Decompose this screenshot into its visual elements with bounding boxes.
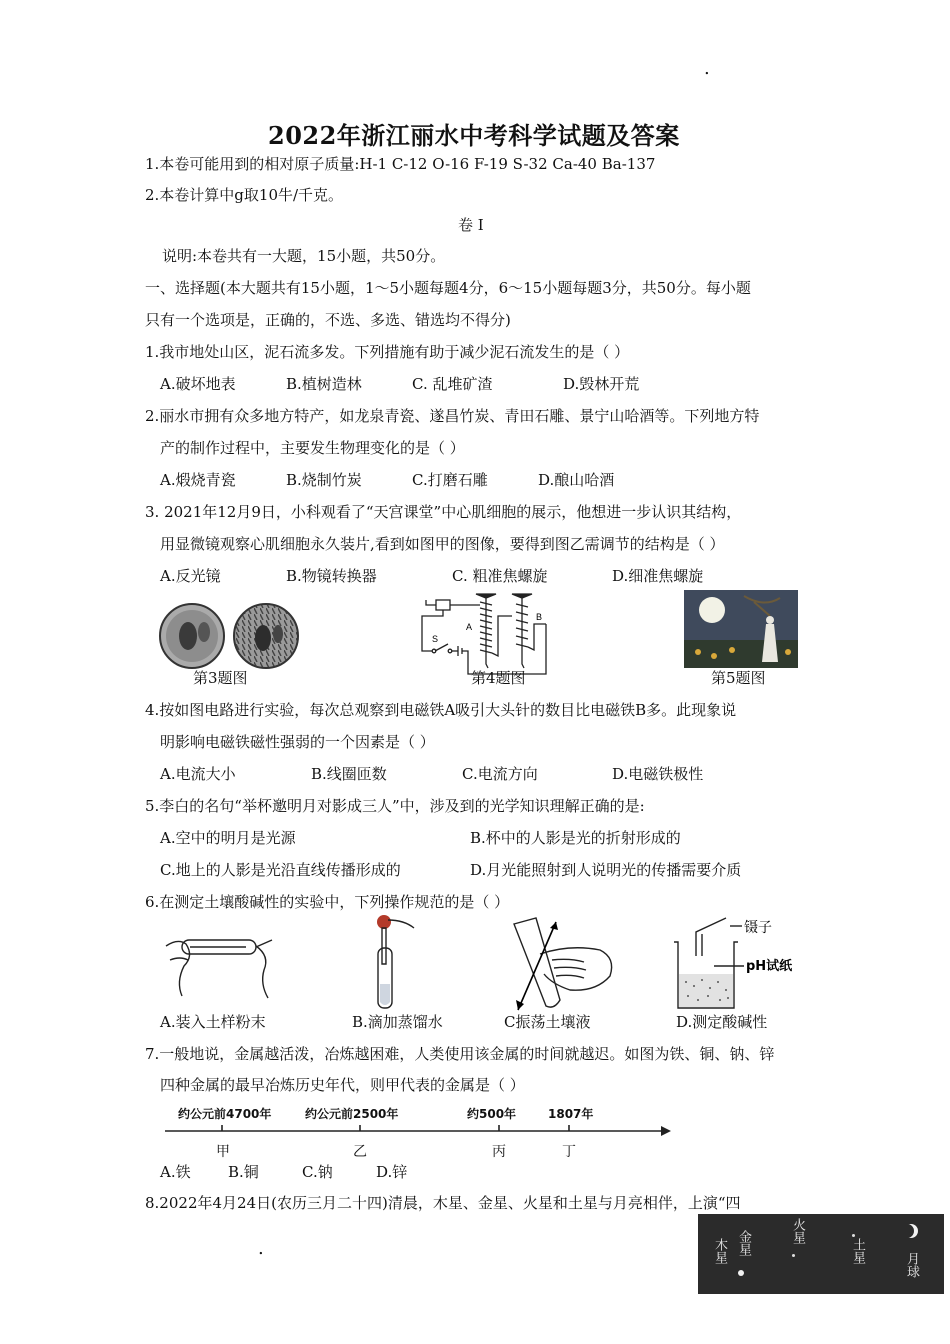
part-intro-1: 一、选择题(本大题共有15小题，1～5小题每题4分，6～15小题每题3分，共50分。每小题 [145,279,751,297]
page-title: 2022年浙江丽水中考科学试题及答案 [268,121,680,150]
q5-stem: 5.李白的名句“举杯邀明月对影成三人”中，涉及到的光学知识理解正确的是: [145,797,645,815]
figure-3-caption: 第3题图 [193,669,248,687]
planet-label-venus: 金星 [736,1230,751,1256]
q6-option-a: A.装入土样粉末 [160,1013,266,1031]
timeline-date-1: 约公元前4700年 [178,1107,272,1121]
q3-stem-1: 3. 2021年12月9日，小科观看了“天宫课堂”中心肌细胞的展示，他想进一步认识其结构， [145,503,742,521]
q7-option-b: B.铜 [228,1163,259,1181]
q8-figure-planets [698,1214,944,1294]
q3-option-b: B.物镜转换器 [286,567,377,585]
planet-label-jupiter: 木星 [712,1238,727,1264]
mars-dot [792,1254,795,1257]
timeline-date-3: 约500年 [467,1107,517,1121]
q1-option-a: A.破坏地表 [160,375,236,393]
q7-option-d: D.锌 [376,1163,408,1181]
figure-5-moonlit-scene [684,590,798,668]
planet-label-mars: 火星 [790,1218,805,1244]
q7-option-a: A.铁 [160,1163,191,1181]
q1-stem: 1.我市地处山区，泥石流多发。下列措施有助于减少泥石流发生的是（ ） [145,343,630,361]
q2-stem-2: 产的制作过程中，主要发生物理变化的是（ ） [160,439,465,457]
q6-figure-b [368,914,428,1012]
q2-option-d: D.酿山哈酒 [538,471,615,489]
q4-option-d: D.电磁铁极性 [612,765,704,783]
timeline-mark-yi: 乙 [353,1144,367,1160]
q6-option-b: B.滴加蒸馏水 [352,1013,443,1031]
q7-stem-2: 四种金属的最早冶炼历史年代，则甲代表的金属是（ ） [160,1076,525,1094]
q7-stem-1: 7.一般地说，金属越活泼，冶炼越困难，人类使用该金属的时间就越迟。如图为铁、铜、钠、锌 [145,1045,775,1063]
planet-label-saturn: 土星 [850,1238,865,1264]
q3-option-c: C. 粗准焦螺旋 [452,567,548,585]
note-2: 2.本卷计算中g取10牛/千克。 [145,186,344,204]
circuit-label-b: B [536,612,543,622]
figure-4-circuit [412,586,562,678]
q8-stem: 8.2022年4月24日(农历三月二十四)清晨，木星、金星、火星和土星与月亮相伴，上演“四 [145,1194,741,1212]
q2-option-c: C.打磨石雕 [412,471,488,489]
q3-option-a: A.反光镜 [160,567,221,585]
q1-option-c: C. 乱堆矿渣 [412,375,493,393]
q1-option-b: B.植树造林 [286,375,362,393]
timeline-mark-jia: 甲 [216,1144,230,1160]
q6-option-d: D.测定酸碱性 [676,1013,768,1031]
q6-option-c: C振荡土壤液 [504,1013,591,1031]
q2-option-a: A.煅烧青瓷 [160,471,236,489]
footer-dot: . [258,1238,264,1259]
section-heading: 卷 I [458,216,484,234]
q4-option-b: B.线圈匝数 [311,765,387,783]
timeline-date-2: 约公元前2500年 [305,1107,399,1121]
timeline-date-4: 1807年 [548,1107,594,1121]
q2-stem-1: 2.丽水市拥有众多地方特产，如龙泉青瓷、遂昌竹炭、青田石雕、景宁山哈酒等。下列地方特 [145,407,760,425]
q4-stem-2: 明影响电磁铁磁性强弱的一个因素是（ ） [160,733,435,751]
q3-option-d: D.细准焦螺旋 [612,567,704,585]
venus-dot [738,1270,744,1276]
circuit-label-s: S [432,634,439,644]
figure-3-micrographs [158,602,303,670]
q3-stem-2: 用显微镜观察心肌细胞永久装片,看到如图甲的图像，要得到图乙需调节的结构是（ ） [160,535,725,553]
tweezers-label: 镊子 [744,920,772,936]
moon-crescent [900,1224,914,1238]
q4-stem-1: 4.按如图电路进行实验，每次总观察到电磁铁A吸引大头针的数目比电磁铁B多。此现象说 [145,701,737,719]
q4-option-a: A.电流大小 [160,765,236,783]
q6-figure-d [668,912,798,1010]
saturn-dot [852,1234,855,1237]
note-1: 1.本卷可能用到的相对原子质量:H-1 C-12 O-16 F-19 S-32 Ca-40 Ba-137 [145,155,656,173]
figure-4-caption: 第4题图 [471,669,526,687]
q5-option-d: D.月光能照射到人说明光的传播需要介质 [470,861,742,879]
timeline-mark-bing: 丙 [492,1144,506,1160]
section-note: 说明:本卷共有一大题，15小题，共50分。 [162,247,446,265]
q2-option-b: B.烧制竹炭 [286,471,362,489]
q1-option-d: D.毁林开荒 [563,375,640,393]
ph-paper-label: pH试纸 [746,959,793,974]
q7-option-c: C.钠 [302,1163,333,1181]
planet-label-moon: 月球 [904,1252,919,1278]
q5-option-c: C.地上的人影是光沿直线传播形成的 [160,861,401,879]
circuit-label-a: A [466,622,473,632]
q5-option-a: A.空中的明月是光源 [160,829,296,847]
q6-figure-c [500,914,622,1014]
timeline-axis [165,1122,675,1140]
q4-option-c: C.电流方向 [462,765,538,783]
timeline-mark-ding: 丁 [562,1144,576,1160]
q6-figure-a [160,926,280,1010]
q6-stem: 6.在测定土壤酸碱性的实验中，下列操作规范的是（ ） [145,893,510,911]
part-intro-2: 只有一个选项是，正确的，不选、多选、错选均不得分) [145,311,511,329]
q5-option-b: B.杯中的人影是光的折射形成的 [470,829,681,847]
header-dot: . [704,58,710,79]
figure-5-caption: 第5题图 [711,669,766,687]
